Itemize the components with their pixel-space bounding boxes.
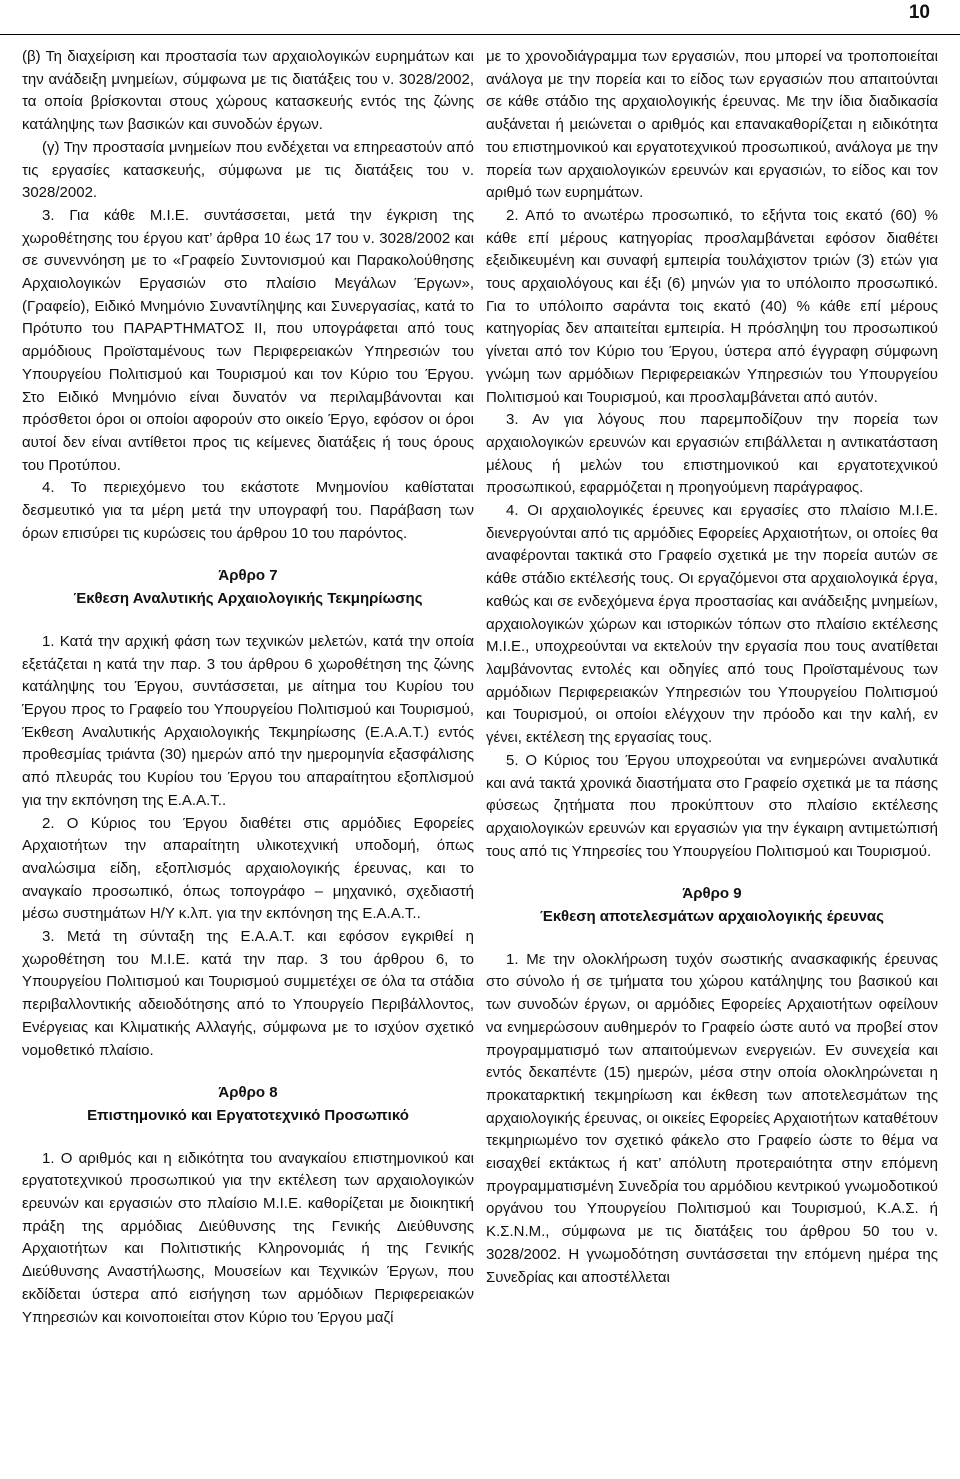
paragraph: 1. Με την ολοκλήρωση τυχόν σωστικής ανασκαφικής έρευνας στο σύνολο ή σε τμήματα του χώρου κατάληψης του βασικού και των συνοδών έργων, οι αρμόδιες Εφορείες Αρχαιοτήτων οφείλουν να ενημερώσουν αυθημερόν το Γραφείο ώστε αυτό να προβεί στον προγραμματισμό των απαιτούμενων ενεργειών. Εν συνεχεία και εντός δεκαπέντε (15) ημερών, μέσα στην οποία ολοκληρώνεται η προκαταρκτική τεκμηρίωση και έκθεση των αποτελεσμάτων της αρχαιολογικής έρευνας, οι οικείες Εφορείες Αρχαιοτήτων καταθέτουν τεκμηριωμένο τον σχετικό φάκελο στο Γραφείο ώστε το θέμα να εισαχθεί εκτάκτως ή κατ’ απόλυτη προτεραιότητα στην επόμενη προγραμματισμένη Συνεδρία του αρμόδιου κεντρικού γνωμοδοτικού οργάνου του Υπουργείου Πολιτισμού και Τουρισμού, Κ.Α.Σ. ή Κ.Σ.Ν.Μ., σύμφωνα με τις διατάξεις του άρθρου 50 του ν. 3028/2002. Η γνωμοδότηση συντάσσεται την επόμενη ημέρα της Συνεδρίας και αποστέλλεται bbox=[486, 950, 938, 1286]
paragraph: 4. Οι αρχαιολογικές έρευνες και εργασίες στο πλαίσιο Μ.Ι.Ε. διενεργούνται από τις αρμόδιες Εφορείες Αρχαιοτήτων, οι οποίες θα αναφέρονται τακτικά στο Γραφείο σχετικά με την πορεία αυτών σε κάθε στάδιο εκτέλεσής τους. Οι εργαζόμενοι στα αρχαιολογικά έργα, καθώς και σε ενδεχόμενα έργα προστασίας και ανάδειξης μνημείων, αρχαιολογικών χώρων και ιστορικών τόπων στο πλαίσιο εκτέλεσης Μ.Ι.Ε., υποχρεούνται να εκτελούν την εργασία που τους ανατίθεται λαμβάνοντας εντολές και οδηγίες από τους Προϊσταμένους των αρμόδιων Περιφερειακών Υπηρεσιών του Υπουργείου Πολιτισμού και Τουρισμού, οι οποίοι ελέγχουν την πρόοδο και την καλή, εν γένει, εκτέλεση της εργασίας τους. bbox=[486, 502, 938, 747]
article-number: Άρθρο 7 bbox=[218, 567, 278, 585]
paragraph: 4. Το περιεχόμενο του εκάστοτε Μνημονίου καθίσταται δεσμευτικό για τα μέρη μετά την υπογραφή του. Παράβαση των όρων επισύρει τις κυρώσεις του άρθρου 10 του παρόντος. bbox=[22, 479, 474, 542]
paragraph: 1. Ο αριθμός και η ειδικότητα του αναγκαίου επιστημονικού και εργατοτεχνικού προσωπικού για την εκτέλεση των αρχαιολογικών ερευνών και εργασιών στο πλαίσιο Μ.Ι.Ε. καθορίζεται με διοικητική πράξη της αρμόδιας Διεύθυνσης της Γενικής Διεύθυνσης Αρχαιοτήτων και Πολιτιστικής Κληρονομιάς ή της Γενικής Διεύθυνσης Αναστήλωσης, Μουσείων και Τεχνικών Έργων, που εκδίδεται ύστερα από εισήγηση των αρμόδιων Περιφερειακών Υπηρεσιών και κοινοποιείται στον Κύριο του Έργου μαζί bbox=[22, 1149, 474, 1326]
left-column bbox=[22, 46, 474, 1329]
paragraph: 2. Από το ανωτέρω προσωπικό, το εξήντα τοις εκατό (60) % κάθε επί μέρους κατηγορίας προσλαμβάνεται εφόσον διαθέτει εξειδικευμένη και συναφή εμπειρία τουλάχιστον τριών (3) ετών για τους αρχαιολόγους και έξι (6) μηνών για το υπόλοιπο προσωπικό. Για το υπόλοιπο σαράντα τοις εκατό (40) % κάθε επί μέρους κατηγορίας δεν απαιτείται εμπειρία. Η πρόσληψη του προσωπικού γίνεται από τον Κύριο του Έργου, ύστερα από έγγραφη σύμφωνη γνώμη των αρμόδιων Περιφερειακών Υπηρεσιών του Υπουργείου Πολιτισμού και Τουρισμού, και προσλαμβάνεται από αυτόν. bbox=[486, 206, 938, 406]
article-number: Άρθρο 9 bbox=[682, 885, 742, 903]
paragraph: 1. Κατά την αρχική φάση των τεχνικών μελετών, κατά την οποία εξετάζεται η κατά την παρ. 3 του άρθρου 6 χωροθέτηση της ζώνης κατάληψης του Έργου, συντάσσεται, με αίτημα του Κυρίου του Έργου προς το Γραφείο του Υπουργείου Πολιτισμού και Τουρισμού, Έκθεση Αναλυτικής Αρχαιολογικής Τεκμηρίωσης (Ε.Α.Α.Τ.) εντός προθεσμίας τριάντα (30) ημερών από την ημερομηνία εξασφάλισης από πλευράς του Κυρίου του Έργου του απαραίτητου εξοπλισμού για την εκπόνηση της Ε.Α.Α.Τ.. bbox=[22, 632, 474, 809]
paragraph: 3. Για κάθε Μ.Ι.Ε. συντάσσεται, μετά την έγκριση της χωροθέτησης του έργου κατ’ άρθρα 10 έως 17 του ν. 3028/2002 και σε συνεννόηση με το «Γραφείο Συντονισμού και Παρακολούθησης Αρχαιολογικών Εργασιών στο πλαίσιο Μεγάλων Έργων», (Γραφείο), Ειδικό Μνημόνιο Συναντίληψης και Συνεργασίας, κατά το Πρότυπο του ΠΑΡΑΡΤΗΜΑΤΟΣ ΙΙ, που υπογράφεται από τους αρμόδιους Προϊσταμένους των Περιφερειακών Υπηρεσιών του Υπουργείου Πολιτισμού και Τουρισμού και τον Κύριο του Έργου. Στο Ειδικό Μνημόνιο είναι δυνατόν να περιλαμβάνονται και πρόσθετοι όροι οι οποίοι αφορούν στο οικείο Έργο, εφόσον οι όροι αυτοί δεν είναι αντίθετοι προς τις κείμενες διατάξεις ή τους όρους του Προτύπου. bbox=[22, 206, 474, 474]
paragraph: (β) Τη διαχείριση και προστασία των αρχαιολογικών ευρημάτων και την ανάδειξη μνημείων, σύμφωνα με τις διατάξεις του ν. 3028/2002, τα οποία βρίσκονται στους χώρους κατασκευής εντός της ζώνης κατάληψης των βασικών και συνοδών έργων. bbox=[22, 48, 474, 134]
page-number: 10 bbox=[908, 2, 930, 23]
article-number: Άρθρο 8 bbox=[218, 1084, 278, 1102]
paragraph: 5. Ο Κύριος του Έργου υποχρεούται να ενημερώνει αναλυτικά και ανά τακτά χρονικά διαστήματα στο Γραφείο σχετικά με τα πάσης φύσεως ζητήματα που προκύπτουν στο πλαίσιο εκτέλεσης αρχαιολογικών ερευνών και εργασιών για την έγκαιρη αντιμετώπισή τους από τις Υπηρεσίες του Υπουργείου Πολιτισμού και Τουρισμού. bbox=[486, 751, 938, 860]
article-8-heading bbox=[22, 1082, 474, 1127]
article-9-heading bbox=[486, 883, 938, 928]
paragraph: 3. Αν για λόγους που παρεμποδίζουν την πορεία των αρχαιολογικών ερευνών και εργασιών επιβάλλεται η αντικατάσταση μέλους ή μελών του επιστημονικού και εργατοτεχνικού προσωπικού, εφαρμόζεται η προηγούμενη παράγραφος. bbox=[486, 411, 938, 497]
article-title: Έκθεση αποτελεσμάτων αρχαιολογικής έρευνας bbox=[540, 908, 884, 926]
article-title: Έκθεση Αναλυτικής Αρχαιολογικής Τεκμηρίωσης bbox=[73, 590, 423, 608]
paragraph: 3. Μετά τη σύνταξη της Ε.Α.Α.Τ. και εφόσον εγκριθεί η χωροθέτηση του Μ.Ι.Ε. κατά την παρ. 3 του άρθρου 6, το Υπουργείου Πολιτισμού και Τουρισμού συμμετέχει σε όλα τα στάδια περιβαλλοντικής αδειοδότησης από το Υπουργείο Περιβάλλοντος, Ενέργειας και Κλιματικής Αλλαγής, σύμφωνα με το ισχύον σχετικό νομοθετικό πλαίσιο. bbox=[22, 928, 474, 1059]
article-7-heading bbox=[22, 565, 474, 610]
paragraph: 2. Ο Κύριος του Έργου διαθέτει στις αρμόδιες Εφορείες Αρχαιοτήτων την απαραίτητη υλικοτεχνική υποδομή, όπως αναλώσιμα είδη, εξοπλισμός αρχαιολογικής έρευνας, και το αναγκαίο προσωπικό, όπως τοπογράφο – μηχανικό, σχεδιαστή μέσω συστημάτων Η/Υ κ.λπ. για την εκπόνηση της Ε.Α.Α.Τ.. bbox=[22, 814, 474, 923]
article-title: Επιστημονικό και Εργατοτεχνικό Προσωπικό bbox=[87, 1106, 409, 1124]
paragraph: (γ) Την προστασία μνημείων που ενδέχεται να επηρεαστούν από τις εργασίες κατασκευής, σύμφωνα με τις διατάξεις του ν. 3028/2002. bbox=[22, 138, 474, 202]
header-rule bbox=[0, 34, 960, 35]
paragraph: με το χρονοδιάγραμμα των εργασιών, που μπορεί να τροποποιείται ανάλογα με την πορεία και το είδος των εργασιών που απαιτούνται σε κάθε στάδιο της αρχαιολογικής έρευνας. Με την ίδια διαδικασία αυξάνεται ή μειώνεται ο αριθμός και επανακαθορίζεται η ειδικότητα του επιστημονικού και εργατοτεχνικού προσωπικού, ανάλογα με την πορεία των αρχαιολογικών ερευνών και εργασιών, το είδος και τον αριθμό των ευρημάτων. bbox=[486, 48, 938, 202]
right-column bbox=[486, 46, 938, 1289]
